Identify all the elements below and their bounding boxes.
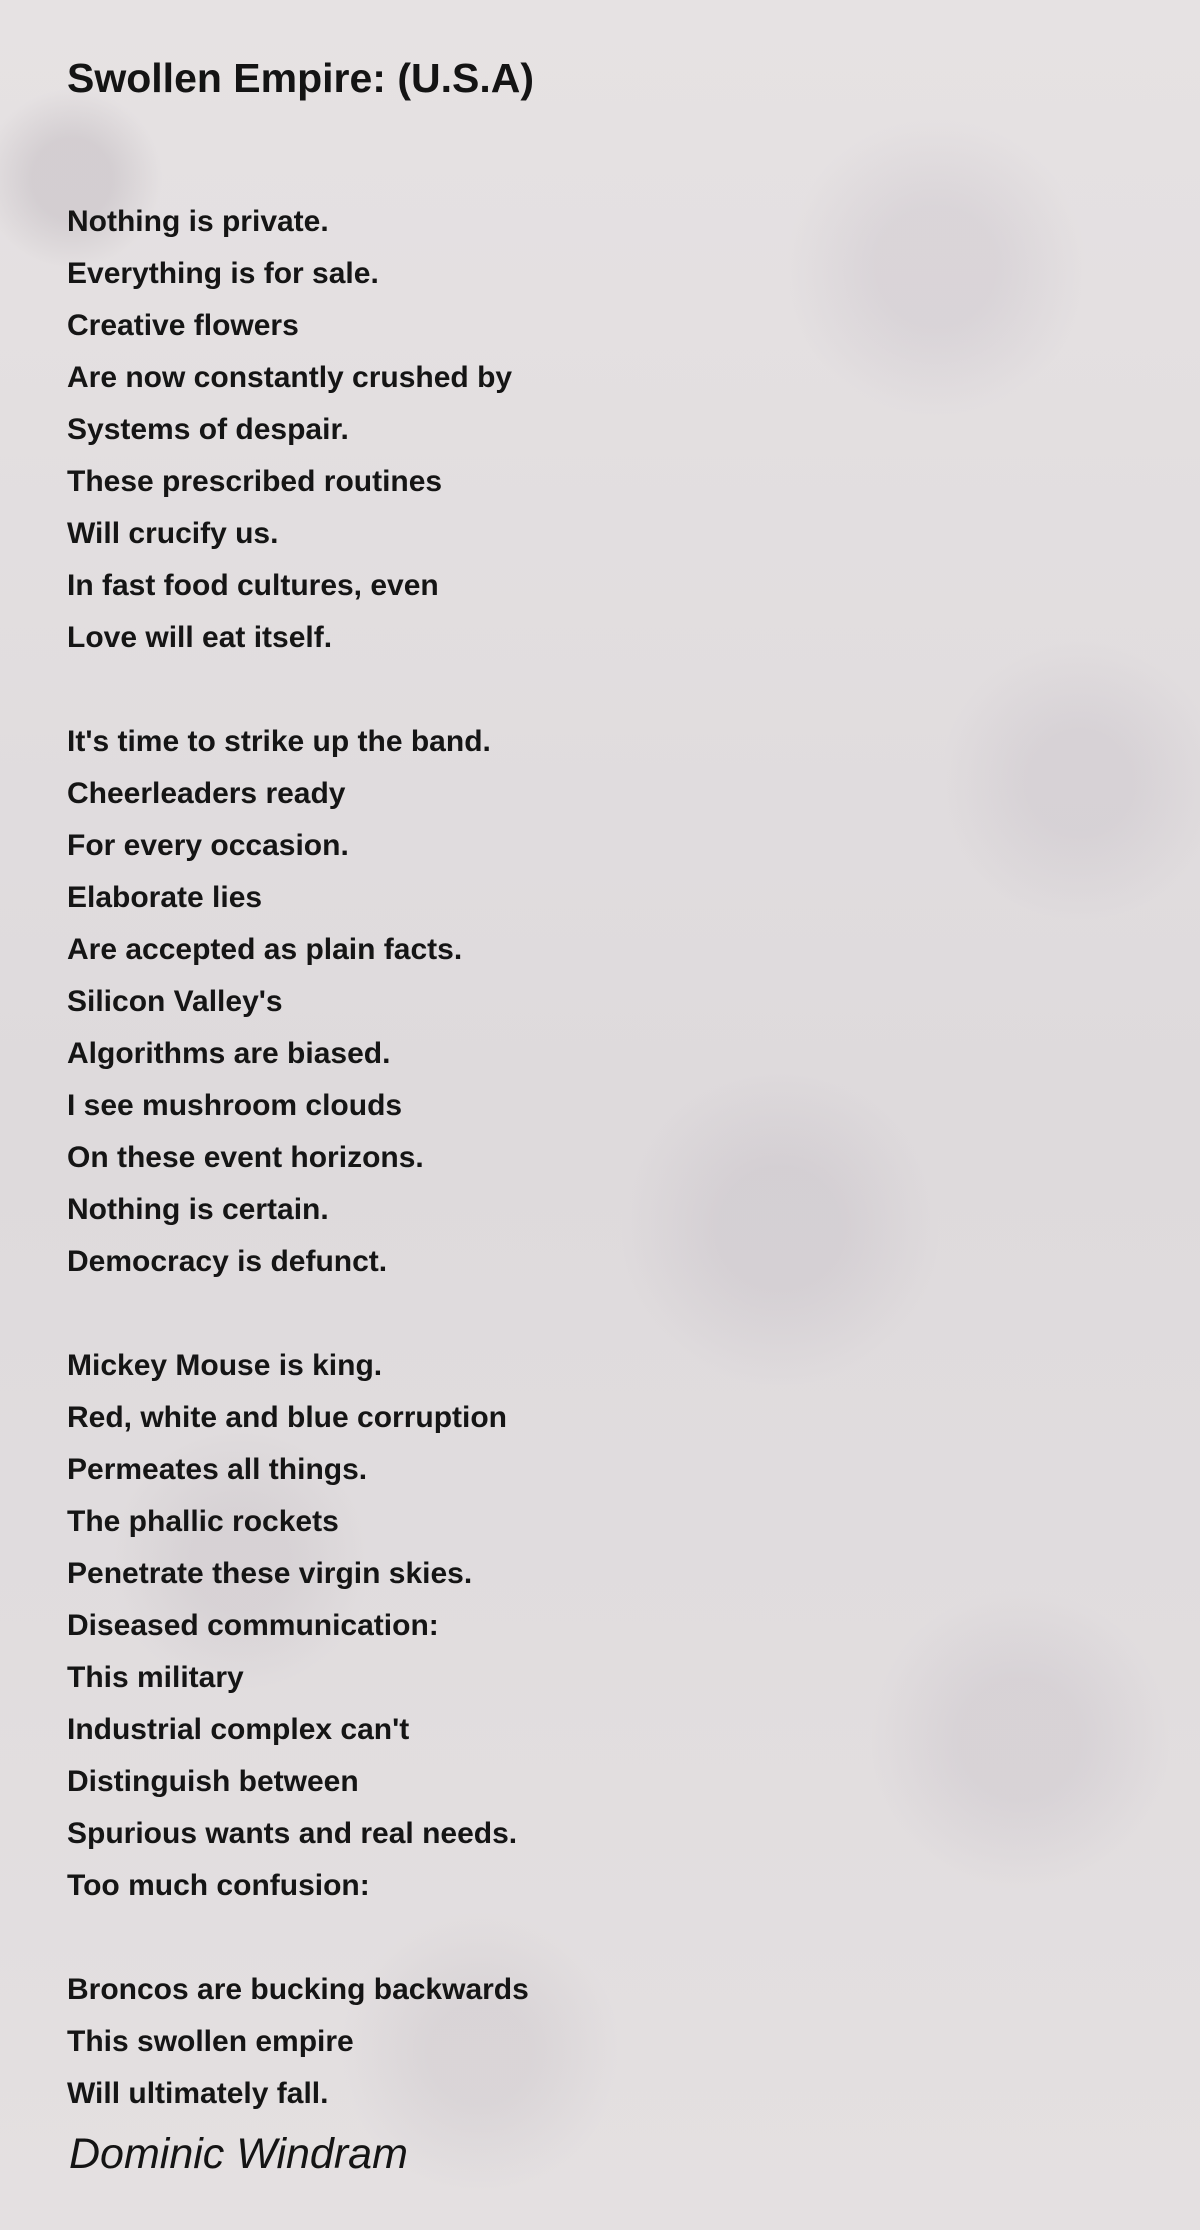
poem-line: It's time to strike up the band. — [67, 725, 491, 758]
poem-line: Mickey Mouse is king. — [67, 1349, 383, 1382]
poem-line: Nothing is private. — [67, 205, 329, 238]
poem-author: Dominic Windram — [69, 2130, 408, 2178]
poem-line: In fast food cultures, even — [67, 569, 439, 602]
poem-line: Are now constantly crushed by — [67, 361, 513, 394]
poem-line: Elaborate lies — [67, 881, 263, 914]
stanza-3 — [67, 1340, 1147, 1912]
poem-line: Algorithms are biased. — [67, 1037, 391, 1070]
poem-line: Broncos are bucking backwards — [67, 1973, 529, 2006]
poem-title: Swollen Empire: (U.S.A) — [67, 55, 534, 101]
poem-line: I see mushroom clouds — [67, 1089, 403, 1122]
poem-line: Nothing is certain. — [67, 1193, 329, 1226]
poem-body — [67, 196, 1147, 2120]
poem-line: Will ultimately fall. — [67, 2077, 329, 2110]
poem-line: Everything is for sale. — [67, 257, 379, 290]
poem-line: Diseased communication: — [67, 1609, 439, 1642]
poem-line: Cheerleaders ready — [67, 777, 346, 810]
poem-line: Democracy is defunct. — [67, 1245, 388, 1278]
poem-line: Too much confusion: — [67, 1869, 370, 1902]
stanza-1 — [67, 196, 1147, 664]
poem-line: Distinguish between — [67, 1765, 359, 1798]
poem-line: Penetrate these virgin skies. — [67, 1557, 473, 1590]
poem-line: Spurious wants and real needs. — [67, 1817, 518, 1850]
poem-line: This swollen empire — [67, 2025, 354, 2058]
poem-line: Are accepted as plain facts. — [67, 933, 463, 966]
poem-line: Red, white and blue corruption — [67, 1401, 508, 1434]
stanza-2 — [67, 716, 1147, 1288]
poem-line: Love will eat itself. — [67, 621, 333, 654]
poem-line: This military — [67, 1661, 244, 1694]
poem-line: Permeates all things. — [67, 1453, 368, 1486]
poem-page — [67, 48, 1147, 2172]
poem-line: Industrial complex can't — [67, 1713, 410, 1746]
poem-line: The phallic rockets — [67, 1505, 339, 1538]
poem-line: Will crucify us. — [67, 517, 279, 550]
stanza-4 — [67, 1964, 1147, 2120]
poem-line: These prescribed routines — [67, 465, 443, 498]
poem-line: For every occasion. — [67, 829, 349, 862]
poem-line: On these event horizons. — [67, 1141, 424, 1174]
poem-line: Silicon Valley's — [67, 985, 283, 1018]
poem-line: Systems of despair. — [67, 413, 349, 446]
poem-line: Creative flowers — [67, 309, 299, 342]
